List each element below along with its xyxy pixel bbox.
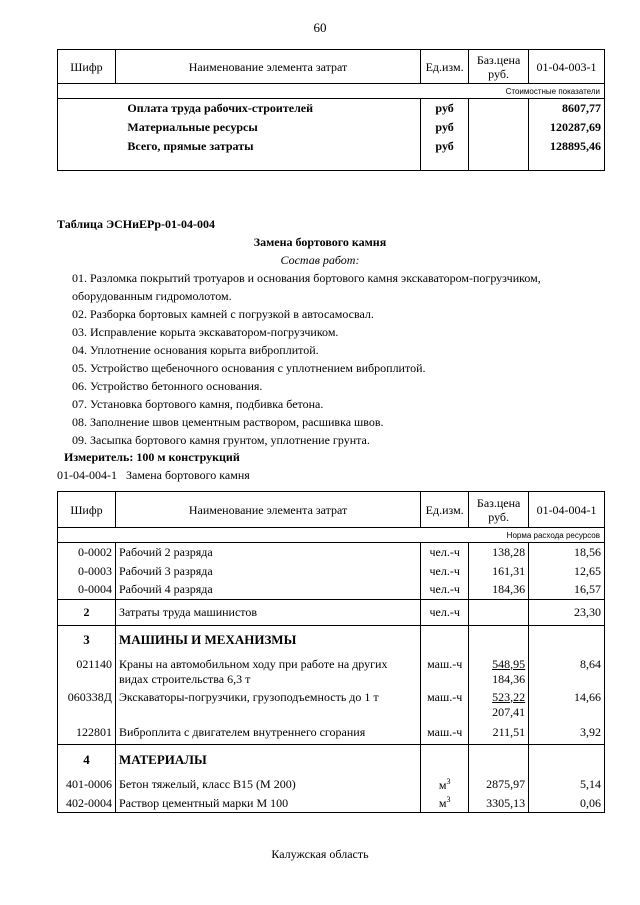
row-name: Краны на автомобильном ходу при работе на других видах строительства 6,3 т — [115, 654, 420, 687]
header-unit: Ед.изм. — [421, 492, 469, 528]
row-unit: $м^3$ — [421, 795, 469, 813]
row-name: Экскаваторы-погрузчики, грузоподъемность до 1 т — [115, 687, 420, 721]
row-value: 3,92 — [529, 721, 605, 745]
row-unit: руб — [421, 118, 469, 137]
row-unit: чел.-ч — [421, 543, 469, 562]
header-code: Шифр — [58, 50, 116, 84]
header-code: Шифр — [58, 492, 116, 528]
section-code: 4 — [58, 745, 116, 775]
row-name: Бетон тяжелый, класс В15 (М 200) — [115, 775, 420, 795]
header-name: Наименование элемента затрат — [115, 492, 420, 528]
section-title: Замена бортового камня — [253, 235, 387, 249]
row-code: 060338Д — [58, 687, 116, 721]
table-row — [58, 600, 605, 626]
row-price: 2875,97 — [469, 775, 529, 795]
row-value: 12,65 — [529, 562, 605, 581]
table-row — [58, 562, 605, 581]
table-row — [58, 118, 605, 137]
section-code: 3 — [58, 626, 116, 654]
item-name: Замена бортового камня — [126, 468, 250, 482]
item-header — [57, 468, 250, 483]
row-price: 3305,13 — [469, 795, 529, 813]
header-price: Баз.цена руб. — [469, 492, 529, 528]
row-code: 0-0004 — [58, 581, 116, 600]
row-code: 402-0004 — [58, 795, 116, 813]
work-item: 01. Разломка покрытий тротуаров и основания бортового камня экскаватором-погрузчиком, — [72, 271, 541, 285]
row-value: 14,66 — [529, 687, 605, 721]
row-name: Раствор цементный марки М 100 — [115, 795, 420, 813]
work-item: оборудованным гидромолотом. — [72, 289, 232, 303]
table-row — [58, 581, 605, 600]
row-unit: маш.-ч — [421, 687, 469, 721]
header-norm-code: 01-04-004-1 — [529, 492, 605, 528]
row-code: 0-0003 — [58, 562, 116, 581]
row-price: 138,28 — [469, 543, 529, 562]
table-row — [58, 543, 605, 562]
row-price: 161,31 — [469, 562, 529, 581]
row-name: Всего, прямые затраты — [127, 138, 254, 153]
row-name: Материальные ресурсы — [127, 119, 258, 134]
table-subheader: Норма расхода ресурсов — [58, 528, 605, 543]
row-price: 211,51 — [469, 721, 529, 745]
row-unit: чел.-ч — [421, 562, 469, 581]
section-row — [58, 626, 605, 654]
work-item: 03. Исправление корыта экскаватором-погрузчиком. — [72, 325, 339, 339]
footer-region: Калужская область — [271, 847, 369, 861]
row-code: 0-0002 — [58, 543, 116, 562]
header-price: Баз.цена руб. — [469, 50, 529, 84]
table-row — [58, 654, 605, 687]
row-unit: маш.-ч — [421, 721, 469, 745]
row-code: 021140 — [58, 654, 116, 687]
table-row — [58, 795, 605, 813]
cost-table — [57, 49, 605, 171]
item-code: 01-04-004-1 — [57, 468, 117, 482]
row-unit: маш.-ч — [421, 654, 469, 687]
row-code: 2 — [58, 600, 116, 626]
row-price: 184,36 — [469, 581, 529, 600]
row-name: Рабочий 3 разряда — [115, 562, 420, 581]
header-norm-code: 01-04-003-1 — [529, 50, 605, 84]
row-name: Оплата труда рабочих-строителей — [127, 100, 314, 115]
work-item: 02. Разборка бортовых камней с погрузкой в автосамосвал. — [72, 307, 374, 321]
table-title: Таблица ЭСНиЕРр-01-04-004 — [57, 217, 216, 231]
work-item: 09. Засыпка бортового камня грунтом, уплотнение грунта. — [72, 433, 370, 447]
row-value: 18,56 — [529, 543, 605, 562]
resource-table — [57, 491, 605, 813]
table-row — [58, 137, 605, 156]
table-row — [58, 721, 605, 745]
row-value: 8,64 — [529, 654, 605, 687]
row-name: Затраты труда машинистов — [115, 600, 420, 626]
row-unit: $м^3$ — [421, 775, 469, 795]
table-row — [58, 687, 605, 721]
row-price: 523,22 207,41 — [469, 687, 529, 721]
row-unit: чел.-ч — [421, 581, 469, 600]
page-number: 60 — [313, 20, 327, 35]
row-code: 401-0006 — [58, 775, 116, 795]
row-code: 122801 — [58, 721, 116, 745]
work-item: 06. Устройство бетонного основания. — [72, 379, 263, 393]
header-unit: Ед.изм. — [421, 50, 469, 84]
table-row — [58, 775, 605, 795]
section-title: МАШИНЫ И МЕХАНИЗМЫ — [115, 626, 420, 654]
row-value: 128895,46 — [529, 137, 605, 156]
work-item: 07. Установка бортового камня, подбивка бетона. — [72, 397, 324, 411]
row-value: 16,57 — [529, 581, 605, 600]
row-value: 120287,69 — [529, 118, 605, 137]
header-name: Наименование элемента затрат — [115, 50, 420, 84]
work-item: 04. Уплотнение основания корыта виброплитой. — [72, 343, 319, 357]
row-name: Рабочий 4 разряда — [115, 581, 420, 600]
row-unit: руб — [421, 137, 469, 156]
table-subheader: Стоимостные показатели — [58, 84, 605, 99]
row-unit: руб — [421, 99, 469, 118]
row-price: 548,95 184,36 — [469, 654, 529, 687]
section-row — [58, 745, 605, 775]
works-title: Состав работ: — [280, 253, 360, 267]
row-value: 0,06 — [529, 795, 605, 813]
work-item: 05. Устройство щебеночного основания с уплотнением виброплитой. — [72, 361, 426, 375]
measure: Измеритель: 100 м конструкций — [64, 450, 240, 464]
row-value: 23,30 — [529, 600, 605, 626]
row-value: 8607,77 — [529, 99, 605, 118]
table-row — [58, 99, 605, 118]
row-value: 5,14 — [529, 775, 605, 795]
row-name: Рабочий 2 разряда — [115, 543, 420, 562]
section-title: МАТЕРИАЛЫ — [115, 745, 420, 775]
row-name: Виброплита с двигателем внутреннего сгорания — [115, 721, 420, 745]
row-unit: чел.-ч — [421, 600, 469, 626]
work-item: 08. Заполнение швов цементным раствором, расшивка швов. — [72, 415, 384, 429]
